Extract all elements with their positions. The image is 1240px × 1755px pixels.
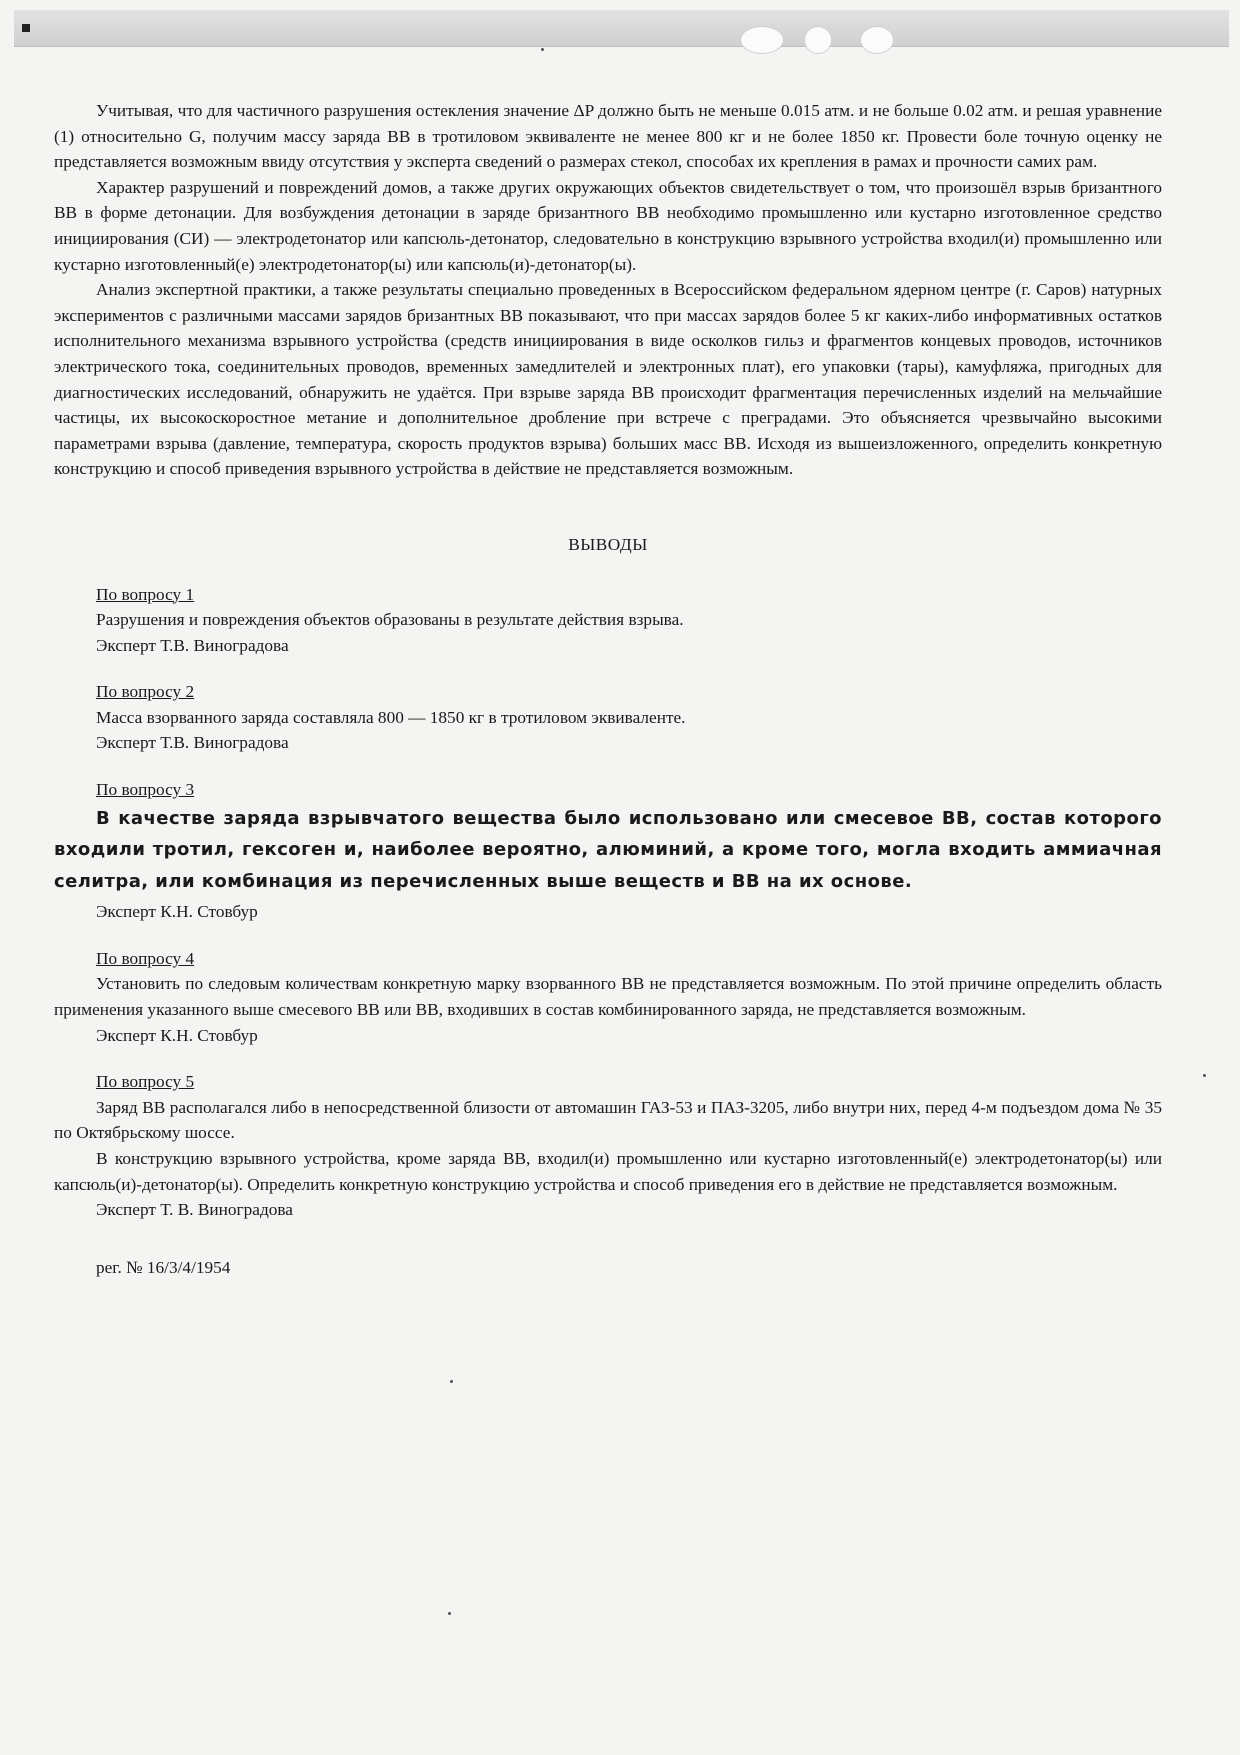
question-answer: Установить по следовым количествам конкретную марку взорванного ВВ не представляется возможным. По этой причине определить область применения указанного выше смесевого ВВ или ВВ, входивших в состав комбинированного заряда, не представляется возможным.	[54, 974, 1162, 1019]
question-title: По вопросу 1	[96, 584, 195, 604]
question-2-block	[54, 679, 1162, 756]
question-title: По вопросу 5	[96, 1072, 195, 1092]
expert-signature: Эксперт Т.В. Виноградова	[96, 635, 289, 655]
question-answer: Масса взорванного заряда составляла 800 — 1850 кг в тротиловом эквиваленте.	[96, 707, 686, 727]
question-answer-bold: В качестве заряда взрывчатого вещества было использовано или смесевое ВВ, состав которого входили тротил, гексоген и, наиболее вероятно, алюминий, а кроме того, могла входить аммиачная селитра, или комбинация из перечисленных выше веществ и ВВ на их основе.	[54, 807, 1162, 892]
question-5-block	[54, 1069, 1162, 1223]
document-page	[54, 98, 1162, 1280]
question-answer: Разрушения и повреждения объектов образованы в результате действия взрыва.	[96, 610, 684, 630]
expert-signature: Эксперт К.Н. Стовбур	[96, 1025, 258, 1045]
question-3-block	[54, 777, 1162, 925]
question-title: По вопросу 3	[96, 780, 195, 800]
question-answer: Заряд ВВ располагался либо в непосредственной близости от автомашин ГАЗ-53 и ПАЗ-3205, либо внутри них, перед 4-м подъездом дома № 35 по Октябрьскому шоссе.	[54, 1097, 1162, 1143]
question-1-block	[54, 582, 1162, 659]
scan-speck	[448, 1612, 451, 1615]
expert-signature: Эксперт К.Н. Стовбур	[96, 902, 258, 922]
scan-marker	[22, 24, 30, 32]
body-paragraph: Характер разрушений и повреждений домов, а также других окружающих объектов свидетельствует о том, что произошёл взрыв бризантного ВВ в форме детонации. Для возбуждения детонации в заряде бризантного ВВ необходимо промышленно или кустарно изготовленное средство инициирования (СИ) — электродетонатор или капсюль-детонатор, следовательно в конструкцию взрывного устройства входил(и) промышленно или кустарно изготовленный(е) электродетонатор(ы) или капсюль(и)-детонатор(ы).	[54, 177, 1162, 274]
scan-speck	[1203, 1074, 1206, 1077]
scanner-edge-bar	[14, 10, 1229, 47]
scan-speck	[541, 48, 544, 51]
question-title: По вопросу 4	[96, 948, 195, 968]
question-answer-continued: В конструкцию взрывного устройства, кроме заряда ВВ, входил(и) промышленно или кустарно изготовленный(е) электродетонатор(ы) или капсюль(и)-детонатор(ы). Определить конкретную конструкцию устройства и способ приведения его в действие не представляется возможным.	[54, 1148, 1162, 1194]
question-title: По вопросу 2	[96, 682, 195, 702]
conclusions-heading: ВЫВОДЫ	[568, 534, 648, 554]
punch-hole	[804, 26, 832, 54]
punch-hole	[740, 26, 784, 54]
body-paragraph: Учитывая, что для частичного разрушения остекления значение ΔP должно быть не меньше 0.015 атм. и не больше 0.02 атм. и решая уравнение (1) относительно G, получим массу заряда ВВ в тротиловом эквиваленте не менее 800 кг и не более 1850 кг. Провести боле точную оценку не представляется возможным ввиду отсутствия у эксперта сведений о размерах стекол, способах их крепления в рамах и прочности самих рам.	[54, 101, 1162, 172]
expert-signature: Эксперт Т.В. Виноградова	[96, 733, 289, 753]
expert-signature: Эксперт Т. В. Виноградова	[96, 1200, 293, 1220]
body-paragraph: Анализ экспертной практики, а также результаты специально проведенных в Всероссийском федеральном ядерном центре (г. Саров) натурных экспериментов с различными массами зарядов бризантных ВВ показывают, что при массах зарядов более 5 кг каких-либо информативных остатков исполнительного механизма взрывного устройства (средств инициирования в виде осколков гильз и фрагментов концевых проводов, источников электрического тока, соединительных проводов, временных замедлителей и электронных плат), его упаковки (тары), камуфляжа, пригодных для диагностических исследований, обнаружить не удаётся. При взрыве заряда ВВ происходит фрагментация перечисленных изделий на мельчайшие частицы, их высокоскоростное метание и дополнительное дробление при встрече с преградами. Это объясняется чрезвычайно высокими параметрами взрыва (давление, температура, скорость продуктов взрыва) больших масс ВВ. Исходя из вышеизложенного, определить конкретную конструкцию и способ приведения взрывного устройства в действие не представляется возможным.	[54, 280, 1162, 479]
question-4-block	[54, 946, 1162, 1048]
punch-hole	[860, 26, 894, 54]
scan-speck	[450, 1380, 453, 1383]
registration-number: рег. № 16/3/4/1954	[96, 1257, 231, 1277]
